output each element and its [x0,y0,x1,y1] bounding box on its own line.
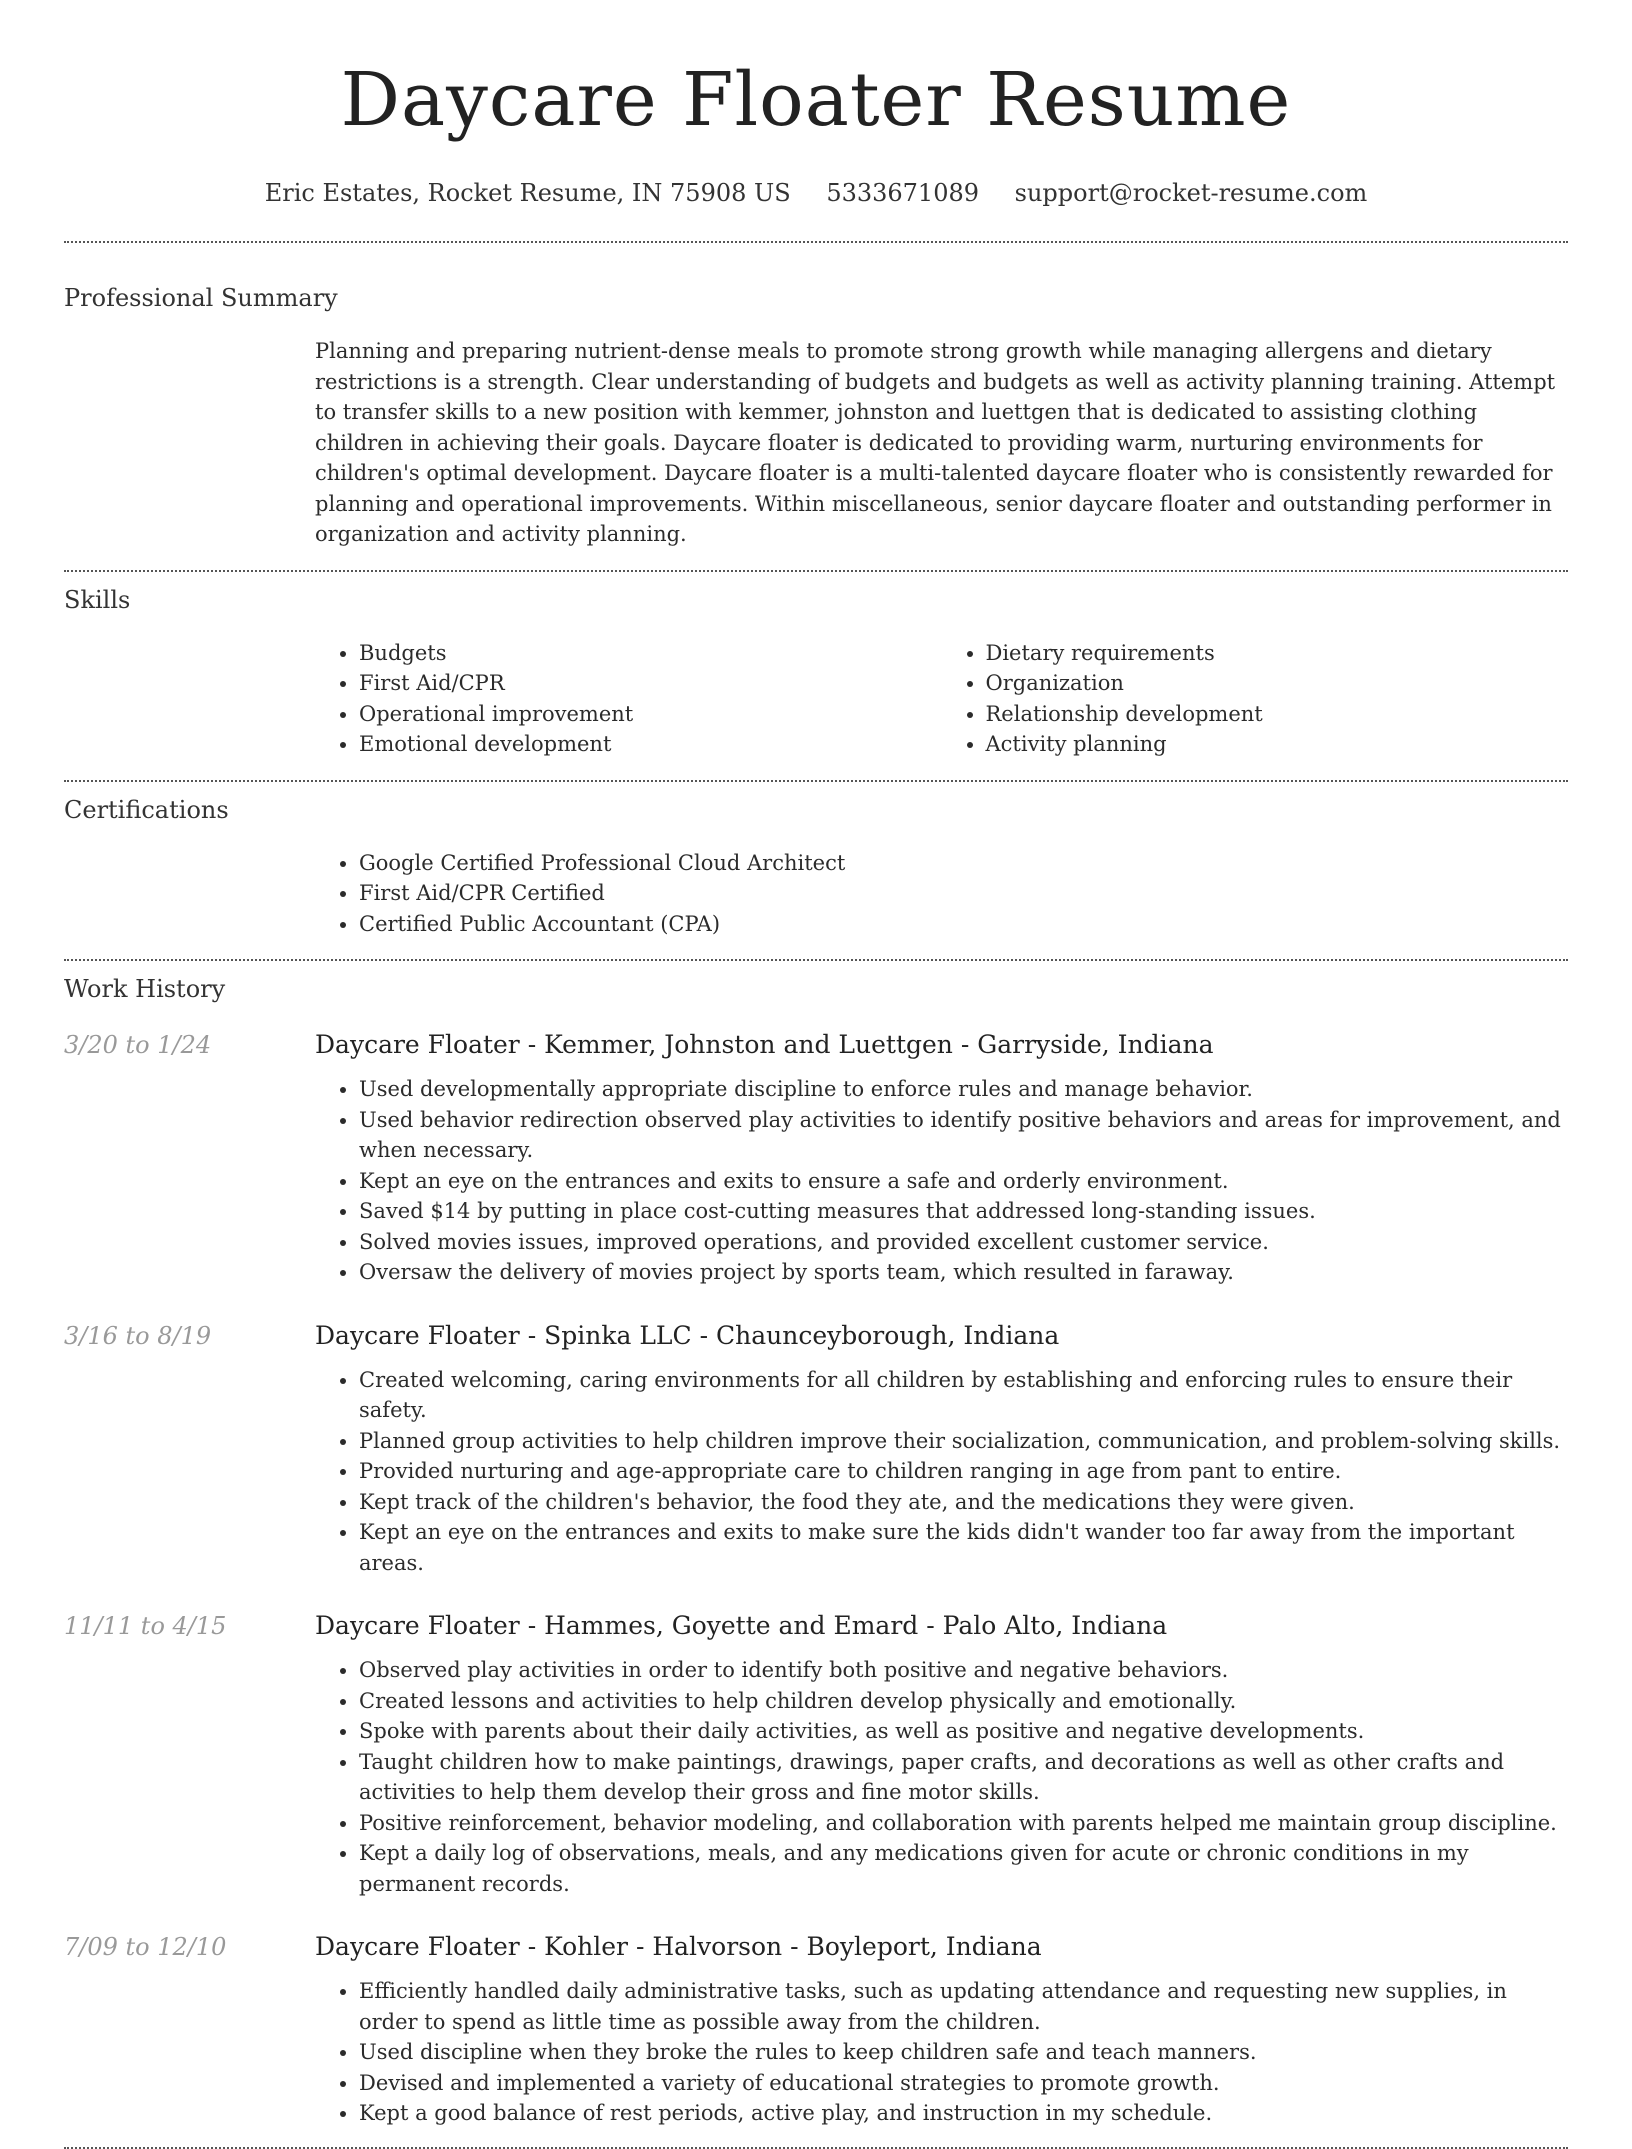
divider [64,241,1568,243]
job-bullet: • Kept an eye on the entrances and exits to ensure a safe and orderly environment. [359,1166,1568,1197]
job-bullet: • Kept a good balance of rest periods, active play, and instruction in my schedule. [359,2098,1568,2129]
job-entry [64,1931,1568,2129]
job-bullet: • Spoke with parents about their daily activities, as well as positive and negative developments. [359,1716,1568,1747]
certification-item: • First Aid/CPR Certified [359,878,1568,909]
certifications-list [315,848,1568,940]
job-entry [64,1320,1568,1579]
job-bullets [315,1976,1568,2129]
divider [64,959,1568,961]
job-entry [64,1029,1568,1288]
divider [64,780,1568,782]
job-bullet: • Used discipline when they broke the rules to keep children safe and teach manners. [359,2037,1568,2068]
job-bullet: • Efficiently handled daily administrative tasks, such as updating attendance and requesting new supplies, in order to spend as little time as possible away from the children. [359,1976,1568,2037]
skills-list-right [942,638,1569,760]
contact-address: Eric Estates, Rocket Resume, IN 75908 US [264,179,791,207]
job-title: Daycare Floater - Spinka LLC - Chaunceyborough, Indiana [315,1320,1060,1350]
job-title: Daycare Floater - Kemmer, Johnston and Luettgen - Garryside, Indiana [315,1030,1214,1059]
job-title: Daycare Floater - Kohler - Halvorson - Boyleport, Indiana [315,1932,1042,1961]
job-bullet: • Provided nurturing and age-appropriate care to children ranging in age from pant to entire. [359,1456,1568,1487]
job-bullet: • Created lessons and activities to help children develop physically and emotionally. [359,1686,1568,1717]
divider [64,2147,1568,2149]
summary-section [64,283,1568,550]
certification-item: • Google Certified Professional Cloud Architect [359,848,1568,879]
skills-list-left [315,638,942,760]
job-entry [64,1610,1568,1899]
contact-email: support@rocket-resume.com [1014,179,1368,207]
certification-item: • Certified Public Accountant (CPA) [359,909,1568,940]
page-title: Daycare Floater Resume [340,57,1292,143]
contact-phone: 5333671089 [826,179,980,207]
skill-item: • Emotional development [359,729,942,760]
job-bullet: • Positive reinforcement, behavior modeling, and collaboration with parents helped me maintain group discipline. [359,1808,1568,1839]
summary-heading: Professional Summary [64,284,338,312]
skill-item: • Budgets [359,638,942,669]
job-bullets [315,1365,1568,1579]
skill-item: • Operational improvement [359,699,942,730]
skills-heading: Skills [64,585,131,614]
job-bullet: • Solved movies issues, improved operations, and provided excellent customer service. [359,1227,1568,1258]
job-bullet: • Planned group activities to help children improve their socialization, communication, and problem-solving skills. [359,1426,1568,1457]
job-bullet: • Devised and implemented a variety of educational strategies to promote growth. [359,2068,1568,2099]
skill-item: • Activity planning [986,729,1569,760]
job-bullets [315,1655,1568,1899]
resume-page [64,0,1568,2149]
skills-section [64,585,1568,760]
skill-item: • First Aid/CPR [359,668,942,699]
job-dates: 11/11 to 4/15 [64,1612,227,1640]
job-bullet: • Observed play activities in order to identify both positive and negative behaviors. [359,1655,1568,1686]
job-bullets [315,1074,1568,1288]
job-bullet: • Used developmentally appropriate discipline to enforce rules and manage behavior. [359,1074,1568,1105]
job-bullet: • Oversaw the delivery of movies project by sports team, which resulted in faraway. [359,1257,1568,1288]
certifications-heading: Certifications [64,795,229,824]
skill-item: • Dietary requirements [986,638,1569,669]
divider [64,570,1568,572]
job-bullet: • Kept an eye on the entrances and exits to make sure the kids didn't wander too far away from the important areas. [359,1517,1568,1578]
job-dates: 7/09 to 12/10 [64,1933,227,1961]
skill-item: • Relationship development [986,699,1569,730]
contact-line [64,178,1568,208]
job-dates: 3/20 to 1/24 [64,1031,212,1059]
certifications-section [64,795,1568,940]
job-bullet: • Created welcoming, caring environments for all children by establishing and enforcing rules to ensure their safety. [359,1365,1568,1426]
job-bullet: • Kept a daily log of observations, meals, and any medications given for acute or chronic conditions in my permanent records. [359,1838,1568,1899]
job-title: Daycare Floater - Hammes, Goyette and Emard - Palo Alto, Indiana [315,1611,1168,1640]
job-bullet: • Used behavior redirection observed play activities to identify positive behaviors and areas for improvement, and when necessary. [359,1105,1568,1166]
summary-text: Planning and preparing nutrient-dense meals to promote strong growth while managing allergens and dietary restrictions is a strength. Clear understanding of budgets and budgets as well as activity planning training. Attempt to transfer skills to a new position with kemmer, johnston and luettgen that is dedicated to assisting clothing children in achieving their goals. Daycare floater is dedicated to providing warm, nurturing environments for children's optimal development. Daycare floater is a multi-talented daycare floater who is consistently rewarded for planning and operational improvements. Within miscellaneous, senior daycare floater and outstanding performer in organization and activity planning. [315,339,1556,546]
job-bullet: • Kept track of the children's behavior, the food they ate, and the medications they were given. [359,1487,1568,1518]
work-history-heading: Work History [64,975,226,1003]
job-bullet: • Saved $14 by putting in place cost-cutting measures that addressed long-standing issues. [359,1196,1568,1227]
job-dates: 3/16 to 8/19 [64,1321,212,1350]
job-bullet: • Taught children how to make paintings, drawings, paper crafts, and decorations as well as other crafts and activities to help them develop their gross and fine motor skills. [359,1747,1568,1808]
work-history-section [64,974,1568,2129]
skill-item: • Organization [986,668,1569,699]
